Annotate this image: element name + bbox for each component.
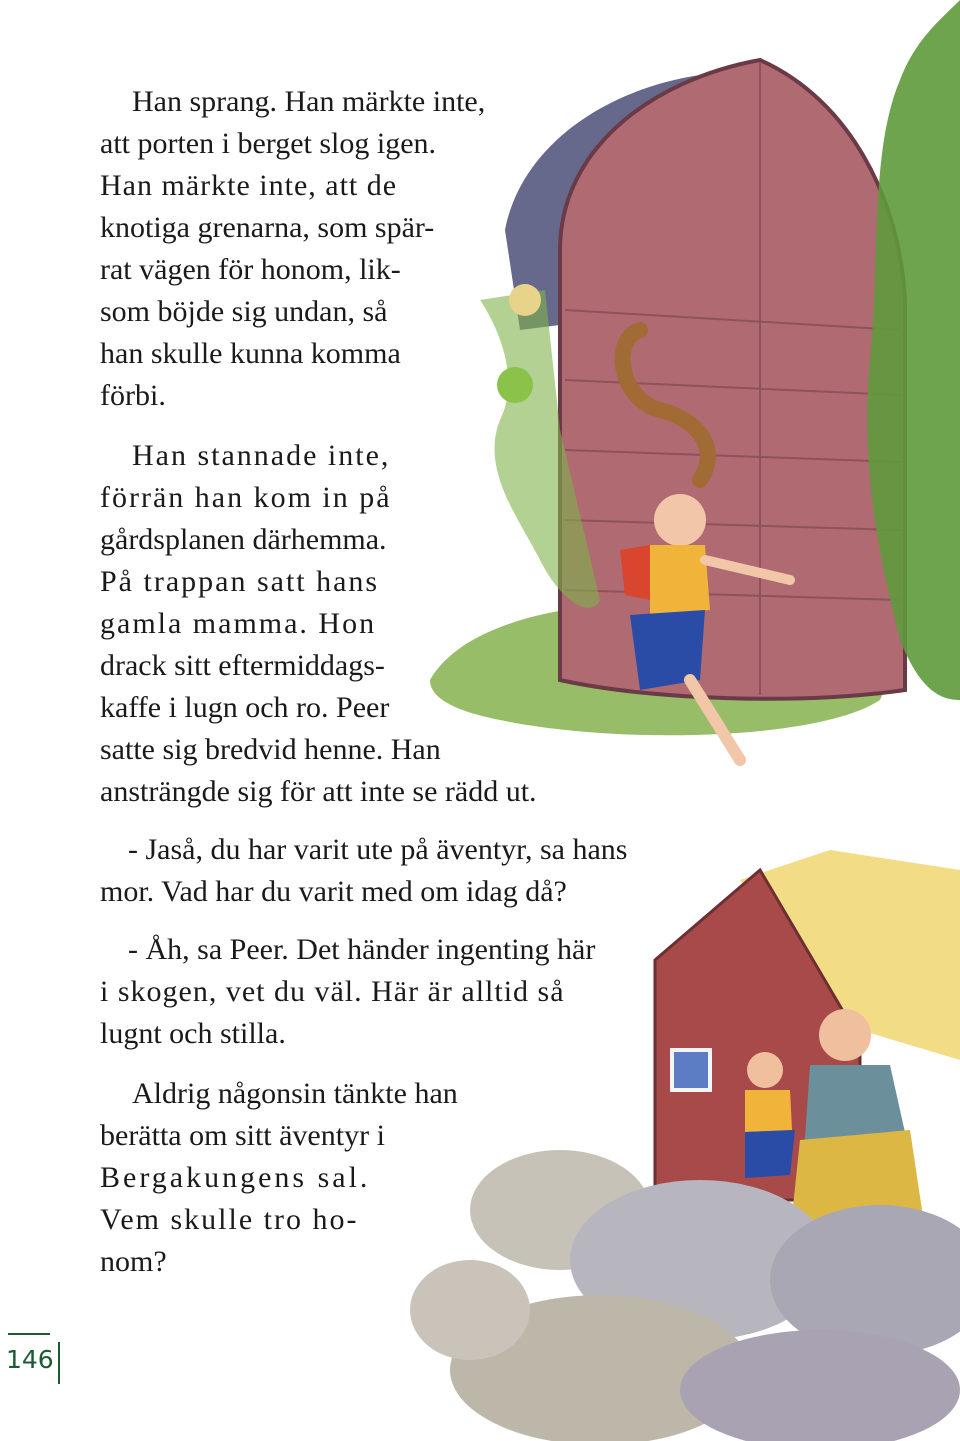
troll-head-2	[509, 284, 541, 316]
text-line: berätta om sitt äventyr i	[100, 1119, 385, 1152]
text-line: att porten i berget slog igen.	[100, 127, 437, 160]
text-line: Bergakungens sal.	[100, 1161, 371, 1194]
sitting-boy-head	[747, 1052, 783, 1088]
text-line: Han märkte inte, att de	[100, 169, 398, 202]
door-scene	[430, 0, 960, 760]
text-line: drack sitt eftermiddags-	[100, 649, 385, 682]
text-line: - Åh, sa Peer. Det händer ingenting här	[128, 933, 596, 966]
text-line: rat vägen för honom, lik-	[100, 253, 401, 286]
text-line: förbi.	[100, 379, 166, 412]
text-line: som böjde sig undan, så	[100, 295, 388, 328]
text-line: - Jaså, du har varit ute på äventyr, sa hans	[128, 833, 628, 866]
text-line: knotiga grenarna, som spär-	[100, 211, 435, 244]
text-line: satte sig bredvid henne. Han	[100, 733, 441, 766]
sitting-boy-shirt	[745, 1090, 792, 1132]
text-line: Aldrig någonsin tänkte han	[132, 1077, 458, 1110]
text-line: gamla mamma. Hon	[100, 607, 377, 640]
page-number-divider	[58, 1342, 60, 1384]
page-number-rule	[8, 1333, 50, 1335]
wooden-door	[560, 60, 905, 699]
house-window	[672, 1050, 710, 1090]
text-line: Han sprang. Han märkte inte,	[132, 85, 486, 118]
text-line: Vem skulle tro ho-	[100, 1203, 359, 1236]
text-line: Han stannade inte,	[132, 439, 391, 472]
page-number: 146	[6, 1345, 54, 1374]
text-line: lugnt och stilla.	[100, 1017, 286, 1050]
boy-shirt	[650, 545, 710, 615]
text-line: mor. Vad har du varit med om idag då?	[100, 875, 567, 908]
text-line: ansträngde sig för att inte se rädd ut.	[100, 775, 537, 808]
text-line: gårdsplanen därhemma.	[100, 523, 387, 556]
mother-head	[819, 1009, 871, 1061]
text-line: förrän han kom in på	[100, 481, 392, 514]
text-line: han skulle kunna komma	[100, 337, 401, 370]
troll-head	[497, 367, 533, 403]
sitting-boy-legs	[745, 1130, 795, 1178]
text-line: kaffe i lugn och ro. Peer	[100, 691, 390, 724]
text-line: nom?	[100, 1245, 167, 1278]
boy-head	[654, 494, 706, 546]
text-line: i skogen, vet du väl. Här är alltid så	[100, 975, 565, 1008]
text-line: På trappan satt hans	[100, 565, 380, 598]
